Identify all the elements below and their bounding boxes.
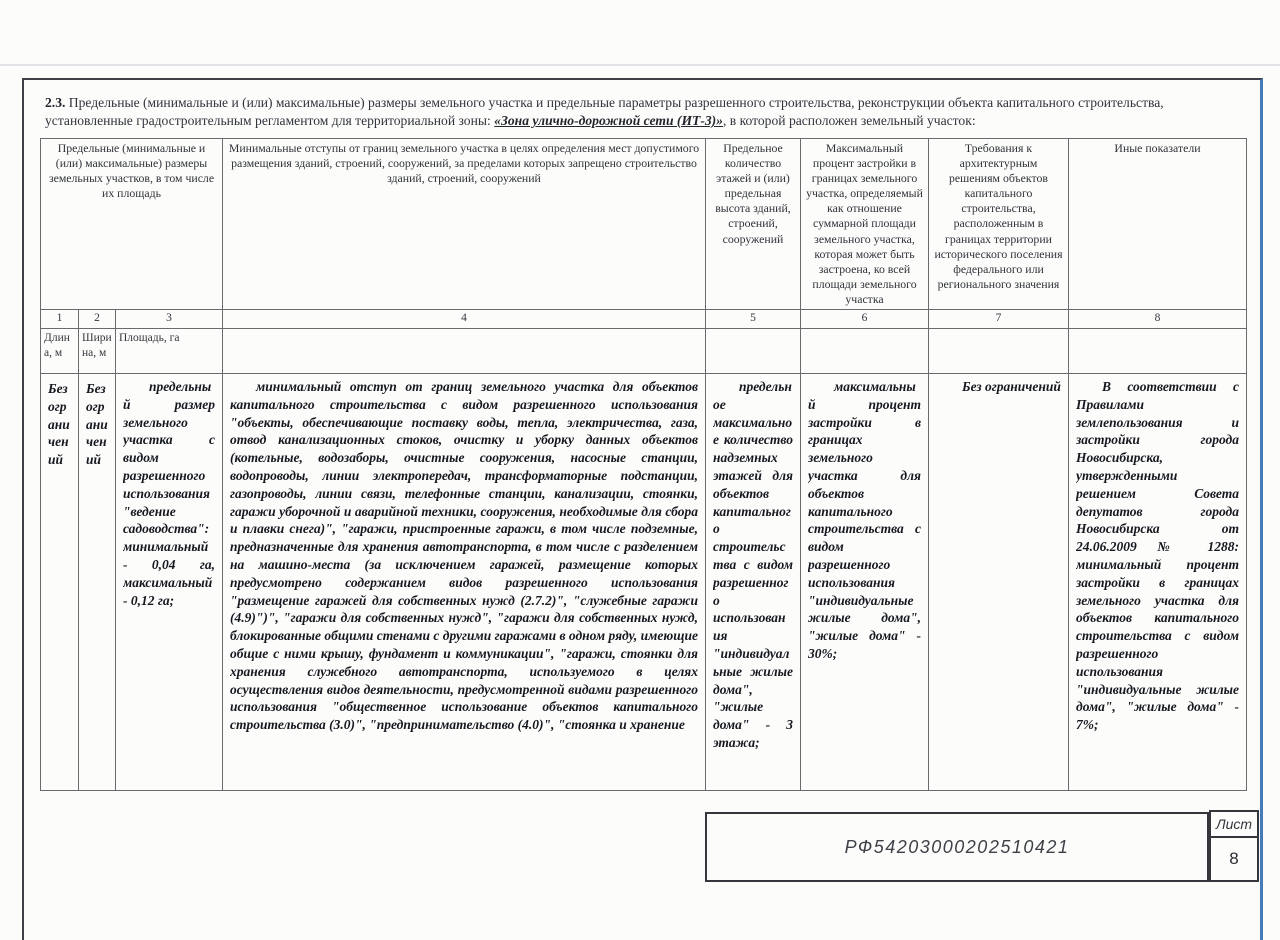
header-max-floors: Предельное количество этажей и (или) предельная высота зданий, строений, сооружений: [706, 139, 801, 310]
header-other-indicators: Иные показатели: [1069, 139, 1247, 310]
column-number: 4: [223, 310, 706, 329]
column-number: 2: [79, 310, 116, 329]
subheader-empty-cell: [223, 329, 706, 374]
subheader-length: Длина, м: [41, 329, 79, 374]
document-code-box: [705, 812, 1209, 882]
area-value-text: предельный размер земельного участка с видом разрешенного использования "ведение садоводства": минимальный - 0,04 га, максимальный - 0,12 га;: [123, 379, 215, 608]
limits-parameters-table: [40, 138, 1247, 791]
cell-width-value: [79, 374, 116, 791]
subheader-area: Площадь, га: [116, 329, 223, 374]
column-number: 8: [1069, 310, 1247, 329]
header-max-building-percent: Максимальный процент застройки в границах земельного участка, определяемый как отношение суммарной площади земельного участка, которая может быть застроена, ко всей площади земельного участка: [801, 139, 929, 310]
header-min-offsets: Минимальные отступы от границ земельного участка в целях определения мест допустимого размещения зданий, строений, сооружений, за пределами которых запрещено строительство зданий, строений, сооружений: [223, 139, 706, 310]
column-number: 6: [801, 310, 929, 329]
subheader-row: [41, 329, 1247, 374]
max-building-percent-value-text: максимальный процент застройки в границах земельного участка для объектов капитального строительства с видом разрешенного использования "индивидуальные жилые дома", "жилые дома" - 30%;: [808, 379, 921, 661]
cell-area-value: [116, 374, 223, 791]
sheet-label: Лист: [1209, 810, 1259, 836]
scan-artifact-line: [0, 64, 1280, 66]
zone-name: «Зона улично-дорожной сети (ИТ-3)»: [494, 112, 723, 128]
subheader-empty-cell: [706, 329, 801, 374]
column-number: 7: [929, 310, 1069, 329]
title-text-tail: , в которой расположен земельный участок:: [722, 112, 976, 128]
max-floors-value-text: предельное максимальное количество надземных этажей для объектов капитального строительства с видом разрешенного использования "индивидуальные жилые дома", "жилые дома" - 3 этажа;: [713, 379, 793, 750]
column-number-row: [41, 310, 1247, 329]
header-size-limits: Предельные (минимальные и (или) максимальные) размеры земельных участков, в том числе их площадь: [41, 139, 223, 310]
width-value-text: Без ограничений: [86, 381, 108, 468]
cell-max-floors-value: [706, 374, 801, 791]
length-value-text: Без ограничений: [48, 381, 70, 468]
arch-requirements-value-text: Без ограничений: [962, 379, 1061, 395]
sheet-number: 8: [1209, 836, 1259, 882]
other-indicators-value-text: В соответствии с Правилами землепользования и застройки города Новосибирска, утвержденными решением Совета депутатов города Новосибирска от 24.06.2009 № 1288: минимальный процент застройки в границах земельного участка для объектов капитального строительства с видом разрешенного использования "индивидуальные жилые дома", "жилые дома" - 7%;: [1076, 379, 1239, 733]
document-code: РФ54203000202510421: [844, 836, 1070, 857]
subheader-width: Ширина, м: [79, 329, 116, 374]
cell-min-offsets-value: [223, 374, 706, 791]
column-number: 1: [41, 310, 79, 329]
section-title: [45, 94, 1247, 130]
cell-max-building-percent-value: [801, 374, 929, 791]
column-number: 5: [706, 310, 801, 329]
cell-other-indicators-value: [1069, 374, 1247, 791]
subheader-empty-cell: [1069, 329, 1247, 374]
table-data-row: [41, 374, 1247, 791]
subheader-empty-cell: [929, 329, 1069, 374]
section-number: 2.3.: [45, 95, 66, 110]
cell-arch-requirements-value: [929, 374, 1069, 791]
min-offsets-value-text: минимальный отступ от границ земельного участка для объектов капитального строительства с видом разрешенного использования "объекты, обеспечивающие поставку воды, тепла, электричества, газа, отвод канализационных стоков, очистку и уборку данных объектов (котельные, водозаборы, очистные сооружения, насосные станции, водопроводы, линии электропередач, трансформаторные подстанции, газопроводы, линии связи, телефонные станции, канализации, стоянки, гаражи уборочной и аварийной техники, сооружения, необходимые для сбора и плавки снега)", "гаражи, пристроенные гаражи, в том числе подземные, предназначенные для хранения автотранспорта, в том числе с разделением на машино-места (за исключением гаражей, размещение которых предусмотрено содержанием видов разрешенного использования "размещение гаражей для собственных нужд (2.7.2)", "служебные гаражи (4.9)")", "гаражи для собственных нужд", "гаражи для собственных нужд, блокированные общими стенами с другими гаражами в одном ряду, имеющие общие с ними крышу, фундамент и коммуникации", "гаражи, стоянки для хранения служебного автотранспорта, используемого в целях осуществления видов деятельности, предусмотренной видами разрешенного использования "общественное использование объектов капитального строительства (3.0)", "предпринимательство (4.0)", "стоянка и хранение: [230, 379, 698, 733]
sheet-number-block: [1209, 810, 1259, 882]
cell-length-value: [41, 374, 79, 791]
column-number: 3: [116, 310, 223, 329]
subheader-empty-cell: [801, 329, 929, 374]
table-header-row: [41, 139, 1247, 310]
title-text-lead: Предельные (минимальные и (или) максимальные) размеры земельного участка и предельные параметры разрешенного строительства, реконструкции объекта капитального строительства, установленные градостроительным регламентом для территориальной зоны:: [45, 95, 1164, 128]
header-arch-requirements: Требования к архитектурным решениям объектов капитального строительства, расположенным в границах территории исторического поселения федерального или регионального значения: [929, 139, 1069, 310]
